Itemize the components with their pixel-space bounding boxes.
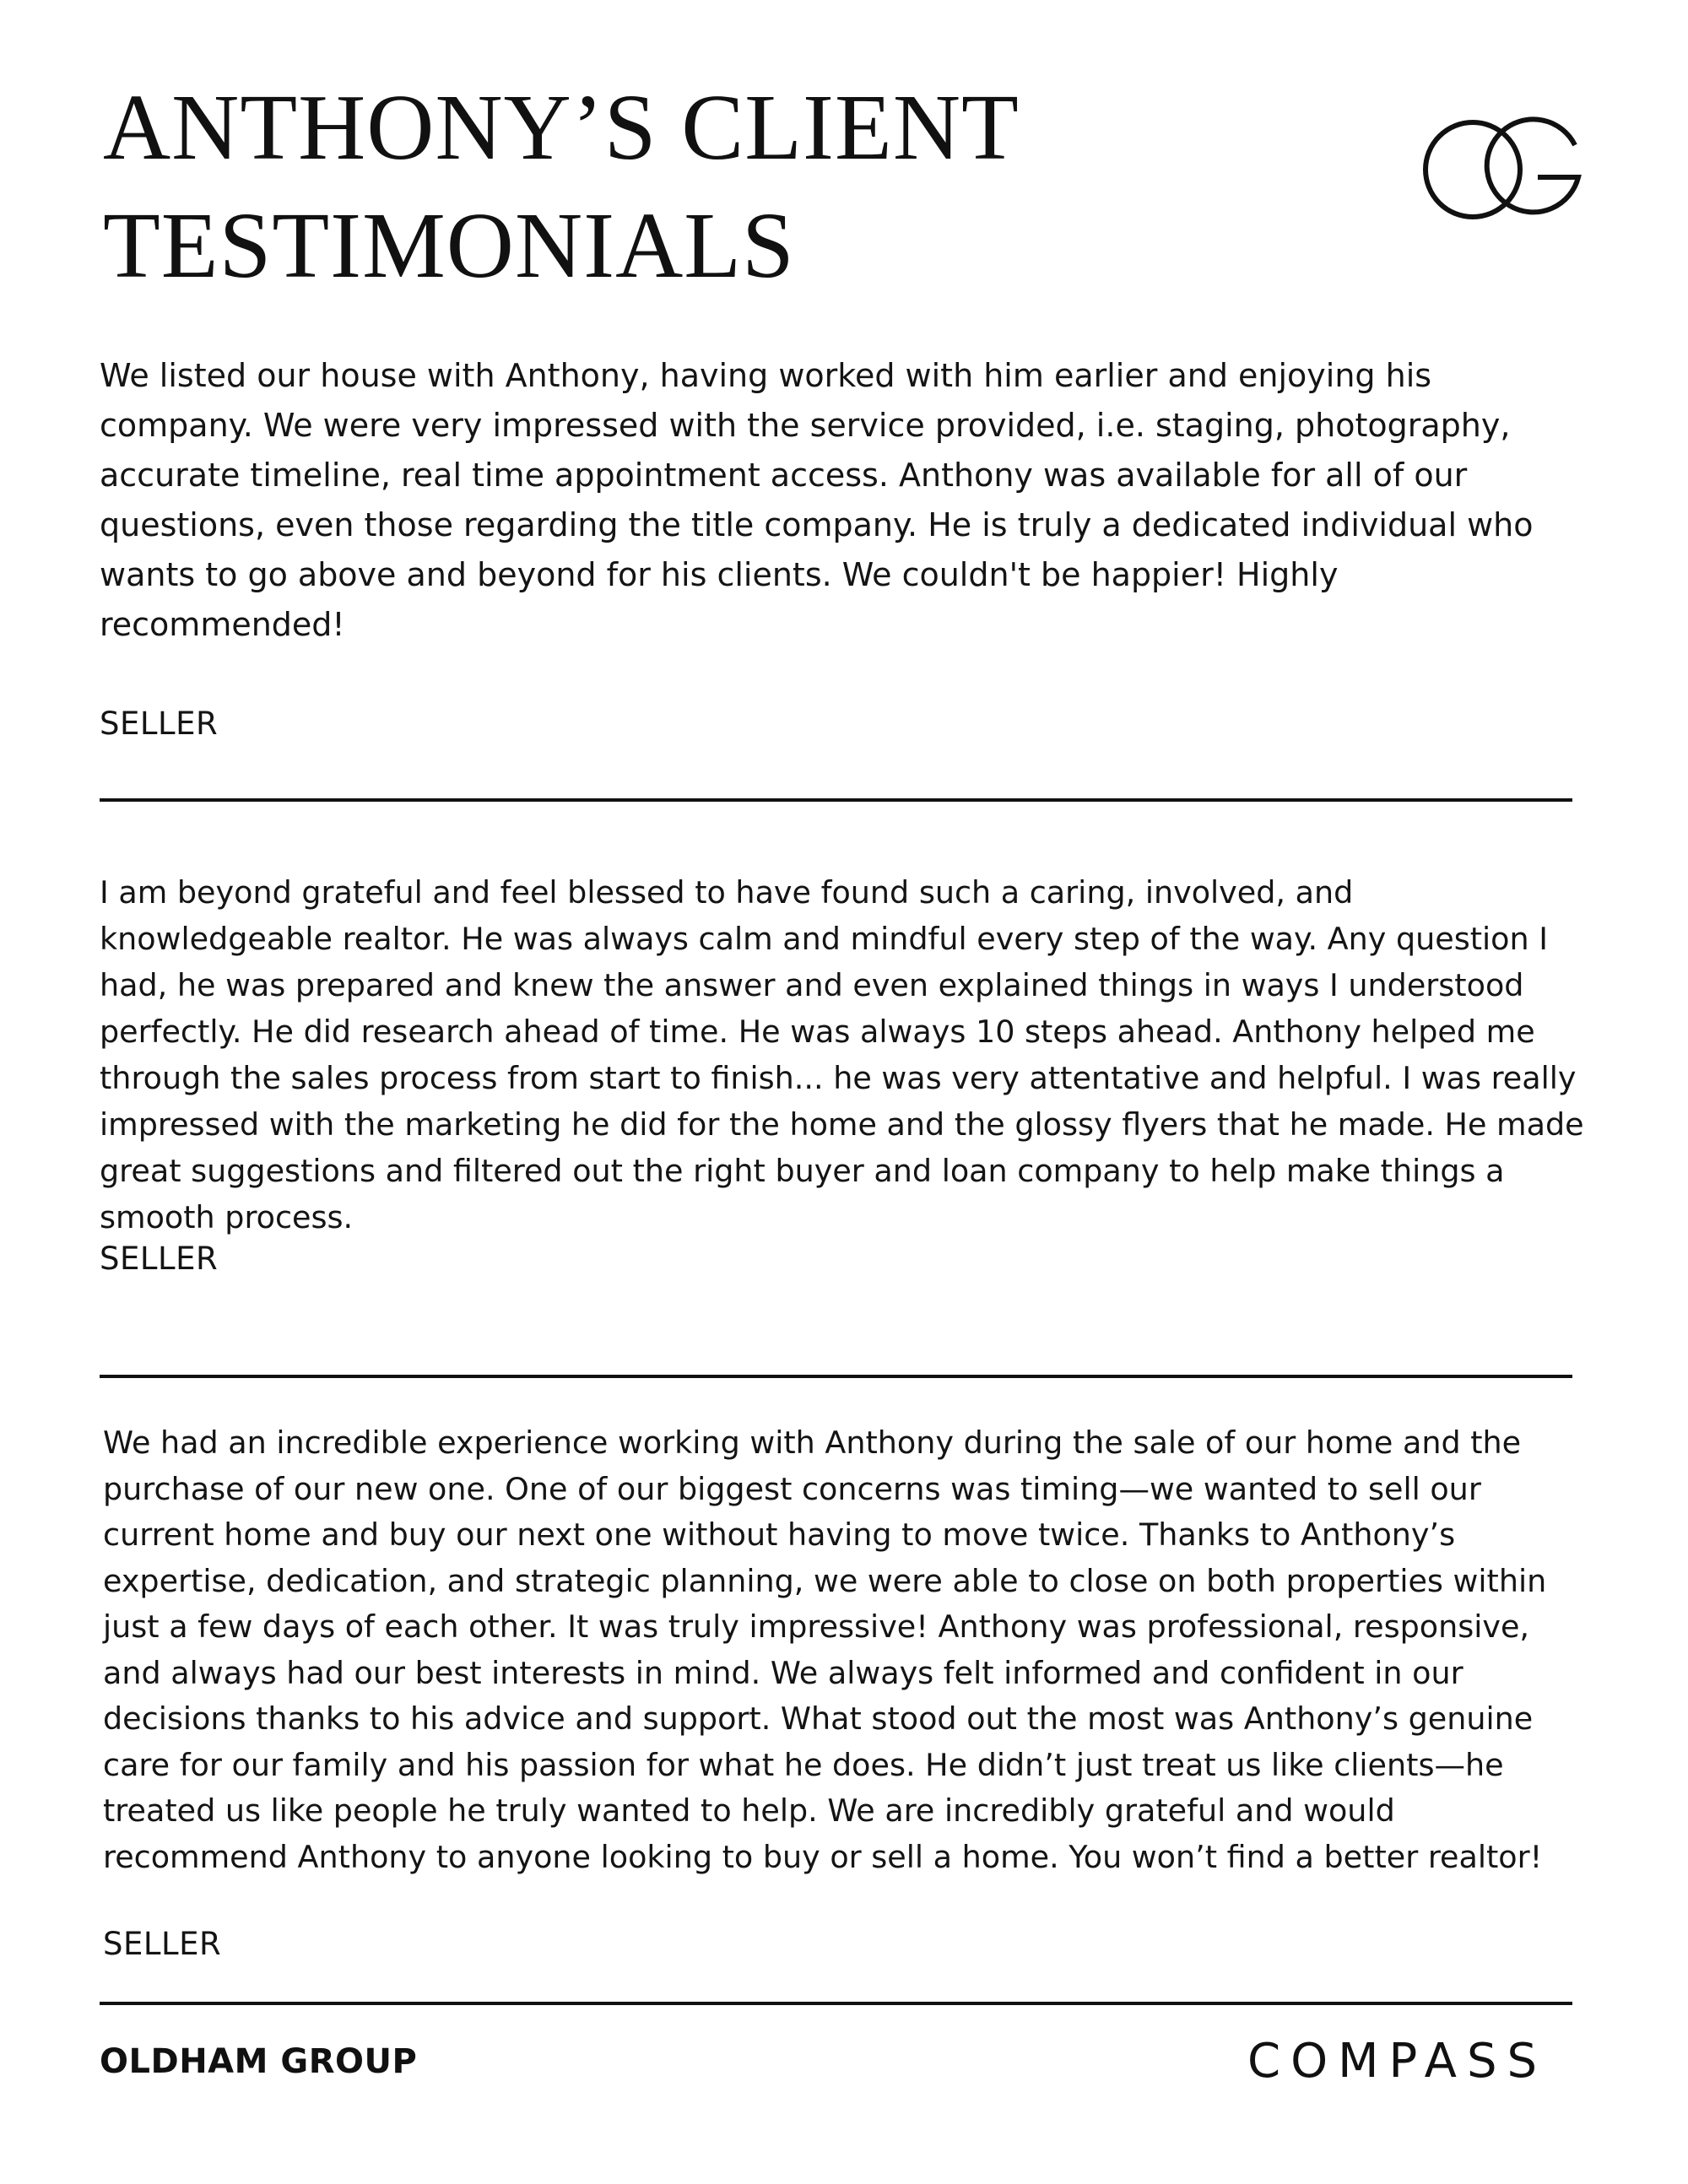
testimonial-3-text: We had an incredible experience working with Anthony during the sale of our home and the purchase of our new one. One of our biggest concerns was timing—we wanted to sell our current home and buy our next one without having to move twice. Thanks to Anthony’s expertise, dedication, and strategic planning, we were able to close on both properties within just a few days of each other. It was truly impressive! Anthony was professional, responsive, and always had our best interests in mind. We always felt informed and confident in our decisions thanks to his advice and support. What stood out the most was Anthony’s genuine care for our family and his passion for what he does. He didn’t just treat us like clients—he treated us like people he truly wanted to help. We are incredibly grateful and would recommend Anthony to anyone looking to buy or sell a home. You won’t find a better realtor! [103, 1424, 1547, 1875]
divider-3 [100, 2002, 1572, 2005]
divider-2 [100, 1375, 1572, 1378]
testimonial-3-role: SELLER [103, 1926, 222, 1962]
compass-logo: COMPASS [1247, 2034, 1548, 2089]
og-monogram-icon [1420, 116, 1583, 223]
testimonial-1-text: We listed our house with Anthony, having worked with him earlier and enjoying his company. We were very impressed with the service provided, i.e. staging, photography, accurate timeline, real time appointment access. Anthony was available for all of our questions, even those regarding the title company. He is truly a dedicated individual who wants to go above and beyond for his clients. We couldn't be happier! Highly recommended! [100, 357, 1534, 643]
testimonial-2-role: SELLER [100, 1241, 219, 1277]
oldham-group-logo: OLDHAM GROUP [100, 2042, 418, 2081]
testimonial-1-role: SELLER [100, 705, 219, 742]
page-title-line-2: TESTIMONIALS [103, 194, 795, 298]
divider-1 [100, 798, 1572, 802]
testimonial-2-text: I am beyond grateful and feel blessed to have found such a caring, involved, and knowledgeable realtor. He was always calm and mindful every step of the way. Any question I had, he was prepared and knew the answer and even explained things in ways I understood perfectly. He did research ahead of time. He was always 10 steps ahead. Anthony helped me through the sales process from start to finish... he was very attentative and helpful. I was really impressed with the marketing he did for the home and the glossy flyers that he made. He made great suggestions and filtered out the right buyer and loan company to help make things a smooth process. [100, 874, 1584, 1235]
page-title-line-1: ANTHONY’S CLIENT [103, 76, 1020, 180]
page-title [103, 69, 1020, 305]
